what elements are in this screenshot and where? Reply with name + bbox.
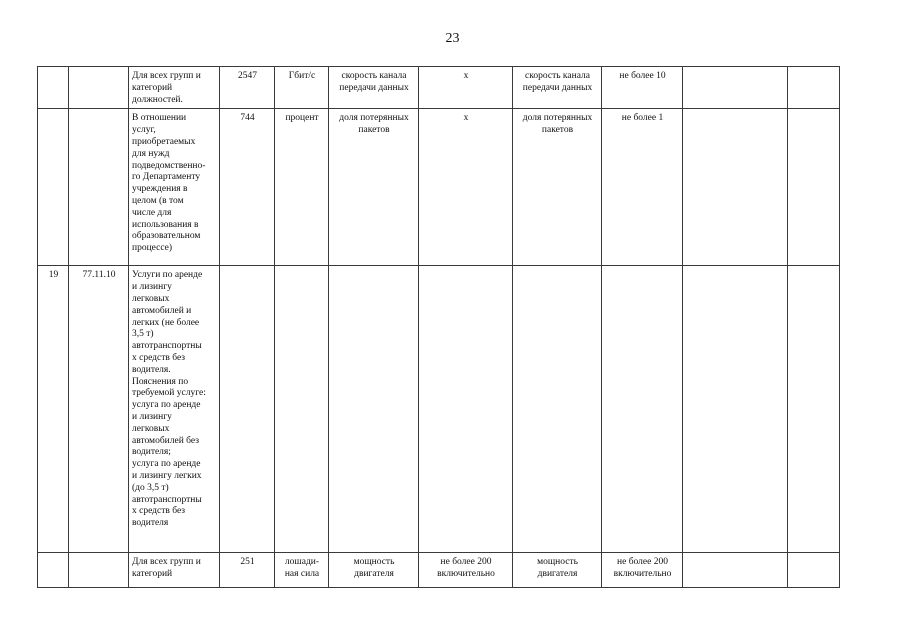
extra-cell	[788, 109, 840, 266]
okei-code-cell	[220, 266, 275, 553]
okei-code-cell: 251	[220, 553, 275, 588]
value-cell: не более 10	[602, 67, 683, 109]
characteristic-cell: доля потерянных пакетов	[329, 109, 419, 266]
value-cell	[602, 266, 683, 553]
extra-cell	[683, 553, 788, 588]
table-row	[38, 67, 840, 109]
table-row	[38, 553, 840, 588]
value-cell: не более 1	[602, 109, 683, 266]
extra-cell	[788, 266, 840, 553]
okpd-code-cell	[69, 553, 129, 588]
unit-cell: Гбит/с	[275, 67, 329, 109]
characteristic-cell: мощность двигателя	[329, 553, 419, 588]
row-number-cell: 19	[38, 266, 69, 553]
characteristic-cell: скорость канала передачи данных	[329, 67, 419, 109]
characteristic-cell	[513, 266, 602, 553]
extra-cell	[683, 67, 788, 109]
extra-cell	[788, 553, 840, 588]
row-number-cell	[38, 67, 69, 109]
characteristic-cell: скорость канала передачи данных	[513, 67, 602, 109]
characteristic-cell: доля потерянных пакетов	[513, 109, 602, 266]
value-cell	[419, 266, 513, 553]
characteristic-cell	[329, 266, 419, 553]
unit-cell: процент	[275, 109, 329, 266]
requirements-table	[37, 66, 840, 588]
value-cell: x	[419, 67, 513, 109]
okpd-code-cell: 77.11.10	[69, 266, 129, 553]
okpd-code-cell	[69, 109, 129, 266]
table-row	[38, 266, 840, 553]
row-number-cell	[38, 553, 69, 588]
value-cell: x	[419, 109, 513, 266]
value-cell: не более 200 включительно	[602, 553, 683, 588]
extra-cell	[683, 266, 788, 553]
row-number-cell	[38, 109, 69, 266]
service-name-cell: Услуги по аренде и лизингу легковых автомобилей и легких (не более 3,5 т) автотранспортны х средств без водителя. Пояснения по требуемой услуге: услуга по аренде и лизингу легковых автомобилей без водителя; услуга по аренде и лизингу легких (до 3,5 т) автотранспортны х средств без водителя	[129, 266, 220, 553]
extra-cell	[683, 109, 788, 266]
service-name-cell: Для всех групп и категорий должностей.	[129, 67, 220, 109]
okei-code-cell: 2547	[220, 67, 275, 109]
unit-cell	[275, 266, 329, 553]
okpd-code-cell	[69, 67, 129, 109]
table-row	[38, 109, 840, 266]
characteristic-cell: мощность двигателя	[513, 553, 602, 588]
page-number: 23	[445, 31, 460, 46]
service-name-cell: Для всех групп и категорий	[129, 553, 220, 588]
unit-cell: лошади- ная сила	[275, 553, 329, 588]
service-name-cell: В отношении услуг, приобретаемых для нужд подведомственно- го Департаменту учреждения в целом (в том числе для использования в образовательном процессе)	[129, 109, 220, 266]
okei-code-cell: 744	[220, 109, 275, 266]
extra-cell	[788, 67, 840, 109]
value-cell: не более 200 включительно	[419, 553, 513, 588]
